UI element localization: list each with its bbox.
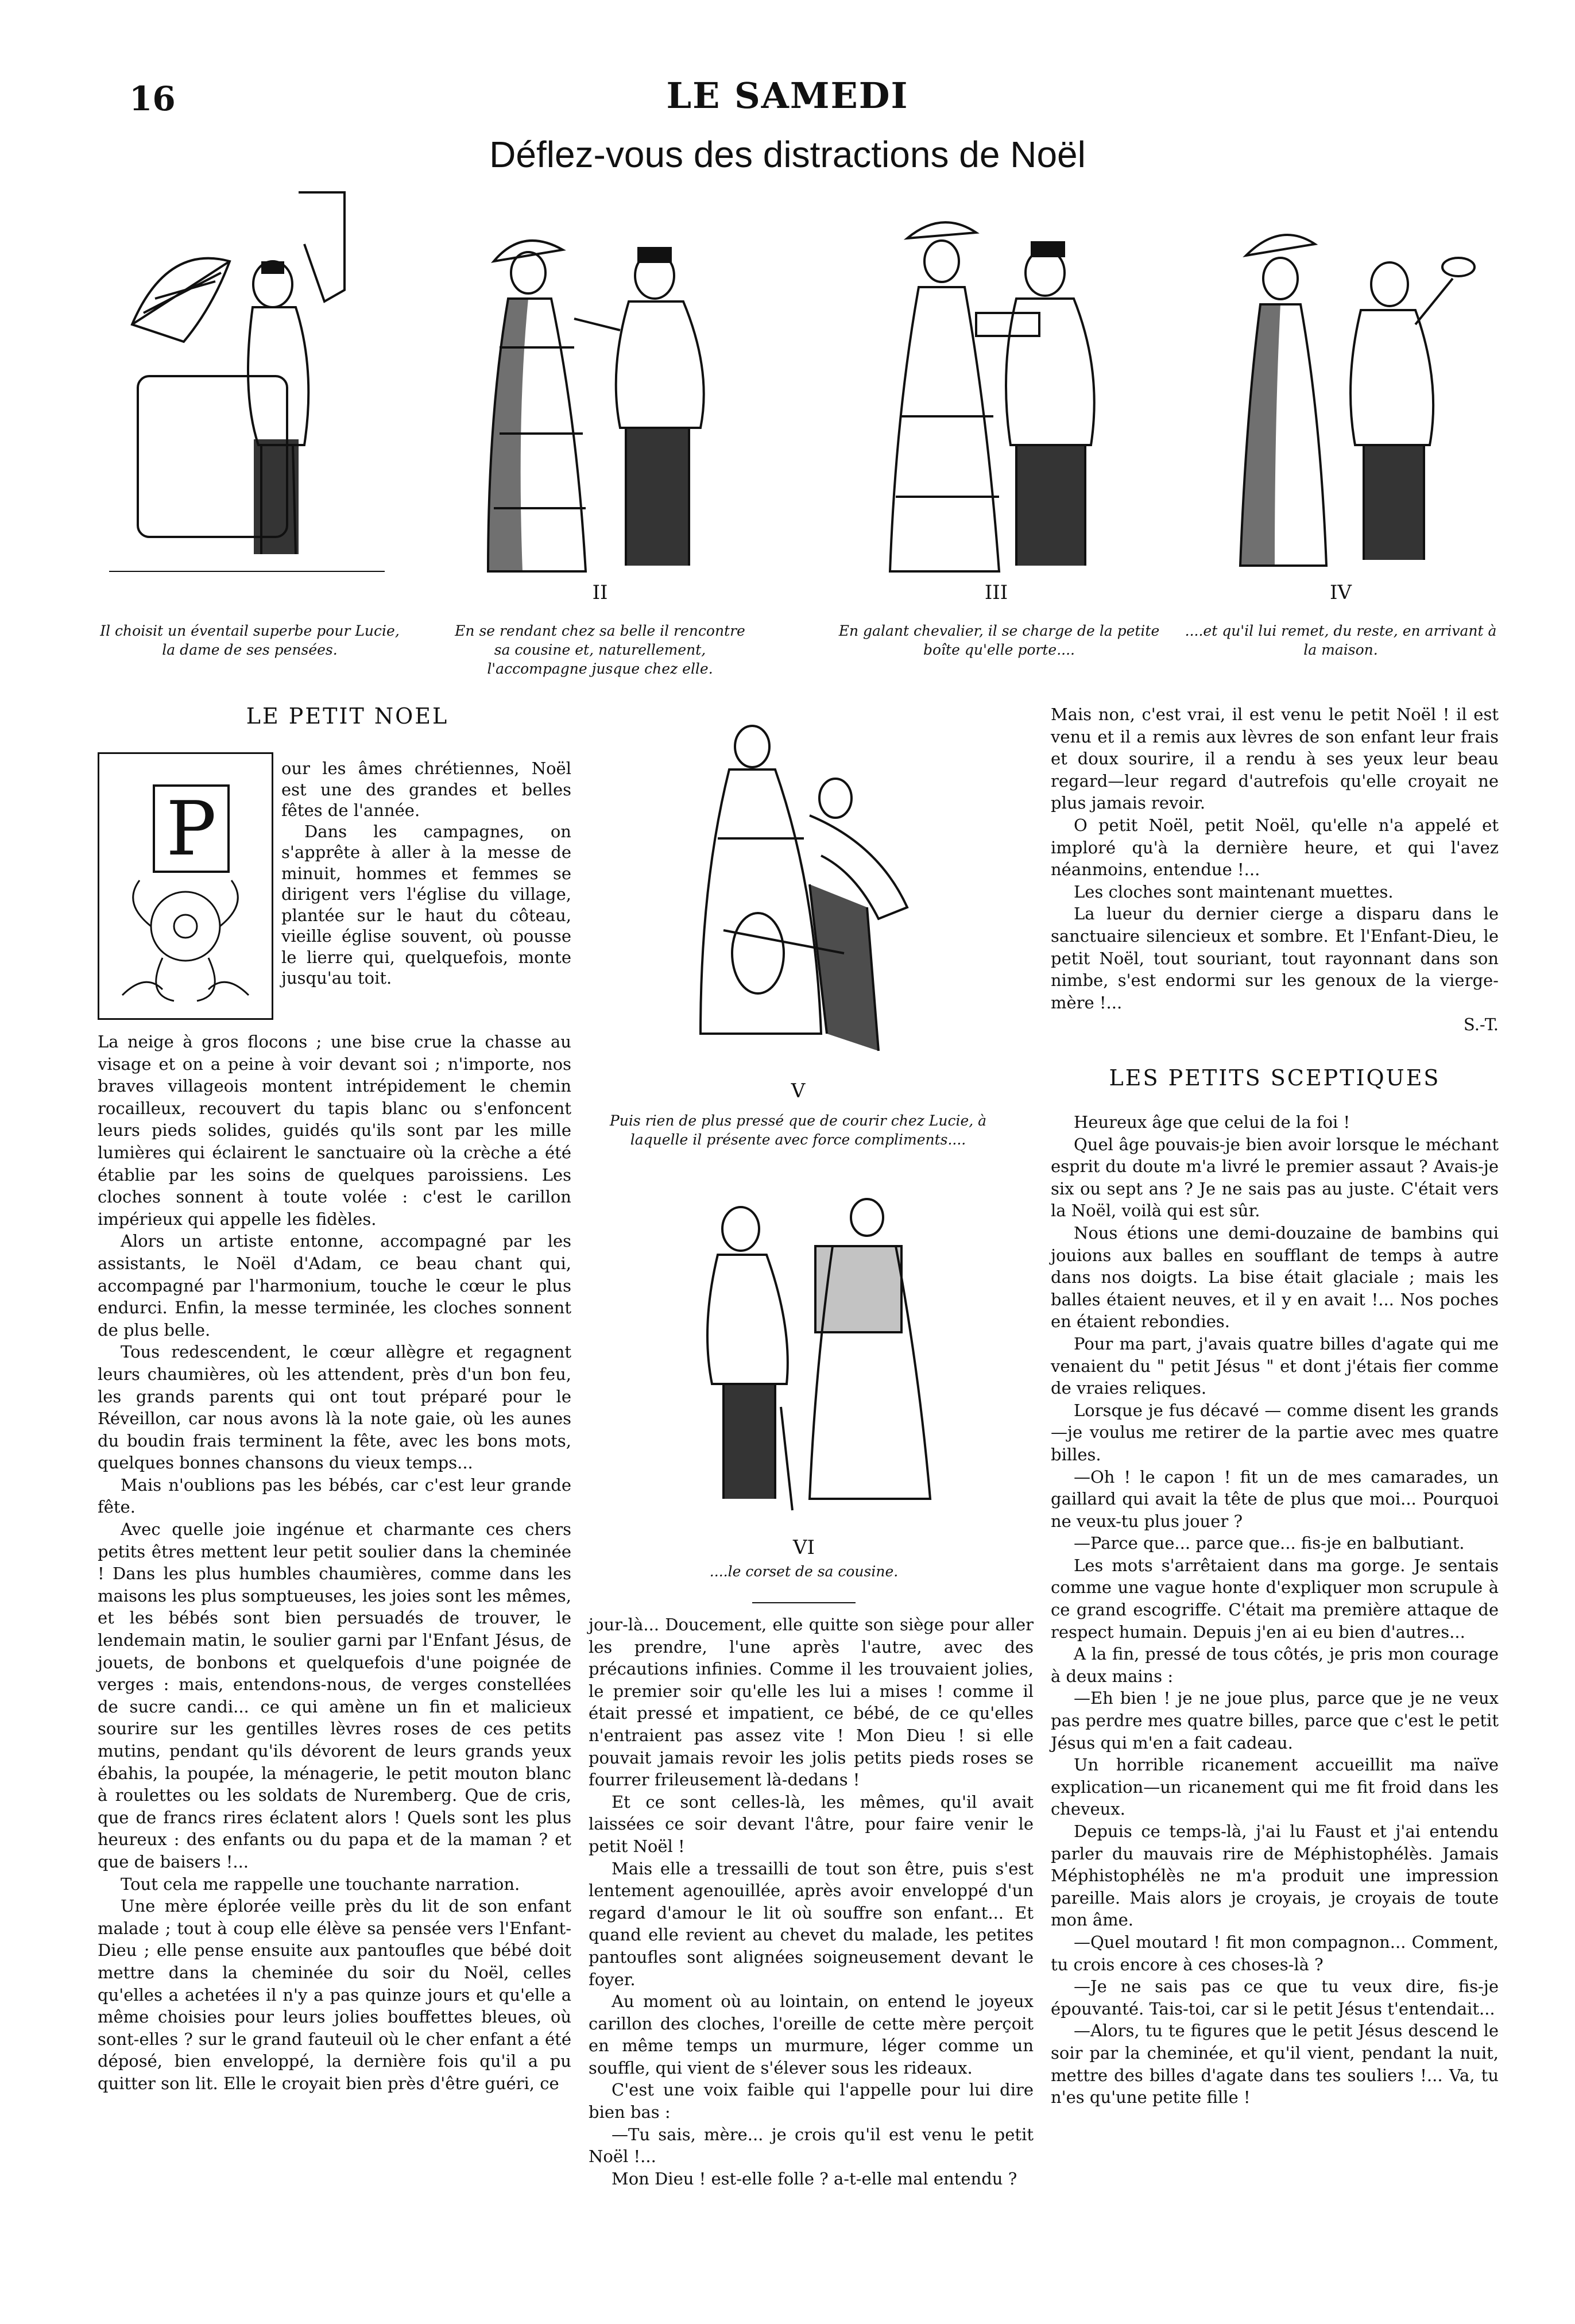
article1-paragraph: Dans les campagnes, on s'apprête à aller à la messe de minuit, hommes et femmes se dirigent vers l'église du village, plantée sur le haut du côteau, vieille église souvent, où pousse le lierre qui, quelquefois, monte jusqu'au toit. bbox=[281, 821, 571, 988]
article1-paragraph: Mais n'oublions pas les bébés, car c'est leur grande fête. bbox=[98, 1475, 571, 1517]
panel-1-caption: Il choisit un éventail superbe pour Lucie, la dame de ses pensées. bbox=[100, 622, 400, 658]
article-title-le-petit-noel: LE PETIT NOEL bbox=[246, 703, 449, 729]
article1-paragraph: Les cloches sont maintenant muettes. bbox=[1074, 881, 1394, 902]
article1-paragraph: Au moment où au lointain, on entend le joyeux carillon des cloches, l'oreille de cette mère perçoit en même temps un murmure, léger comme un souffle, qui vient de s'élever sous les rideaux. bbox=[589, 1992, 1034, 2078]
column-divider-rule bbox=[752, 1602, 856, 1603]
article2-column bbox=[1051, 1111, 1499, 2109]
illustration-2-drawing bbox=[454, 175, 746, 577]
article2-paragraph: —Je ne sais pas ce que tu veux dire, fis-je épouvanté. Tais-toi, car si le petit Jésus t'entendait... bbox=[1051, 1977, 1499, 2018]
illustration-panel-1 bbox=[98, 175, 402, 577]
illustration-panel-6 bbox=[643, 1177, 965, 1522]
article1-paragraph: Alors un artiste entonne, accompagné par les assistants, le Noël d'Adam, ce beau chant qui, accompagné par l'harmonium, touche le cœur le plus endurci. Enfin, la messe terminée, les cloches sonnent de plus belle. bbox=[98, 1231, 571, 1340]
illustration-4-drawing bbox=[1206, 175, 1476, 577]
article2-paragraph: Lorsque je fus décavé — comme disent les grands—je voulus me retirer de la partie avec mes quatre billes. bbox=[1051, 1400, 1499, 1464]
article1-paragraph: Tout cela me rappelle une touchante narration. bbox=[121, 1874, 520, 1894]
article2-paragraph: —Oh ! le capon ! fit un de mes camarades, un gaillard qui avait la tête de plus que moi... Pourquoi ne veux-tu plus jouer ? bbox=[1051, 1467, 1499, 1531]
article1-paragraph: —Tu sais, mère... je crois qu'il est venu le petit Noël !... bbox=[589, 2124, 1034, 2167]
article2-paragraph: Depuis ce temps-là, j'ai lu Faust et j'ai entendu parler du mauvais rire de Méphistophélès. Jamais Méphistophélès ne m'a produit une impression pareille. Mais alors je croyais, je croyais de toute mon âme. bbox=[1051, 1822, 1499, 1930]
article1-left-column bbox=[98, 1031, 571, 2095]
article2-paragraph: Nous étions une demi-douzaine de bambins qui jouions aux balles en soufflant de temps à autre dans nos doigts. La bise était glaciale ; mais les balles étaient neuves, et il y en avait !... Nos poches en étaient rebondies. bbox=[1051, 1223, 1499, 1332]
illustration-1-drawing bbox=[98, 175, 402, 577]
article2-paragraph: Quel âge pouvais-je bien avoir lorsque le méchant esprit du doute m'a livré le premier assaut ? Avais-je six ou sept ans ? Je ne sais pas au juste. C'était vers la Noël, voilà qui est sûr. bbox=[1051, 1134, 1499, 1221]
drop-cap-letter: P bbox=[166, 785, 216, 872]
panel-2-caption: En se rendant chez sa belle il rencontre sa cousine et, naturellement, l'accompagne jusque chez elle. bbox=[455, 622, 745, 677]
article1-paragraph: Mais elle a tressailli de tout son être, puis s'est lentement agenouillée, après avoir enveloppé d'un regard d'amour le lit où souffre son enfant... Et quand elle revient au chevet du malade, les petites pantoufles sont alignées soigneusement devant le foyer. bbox=[589, 1858, 1034, 1989]
article2-paragraph: —Parce que... parce que... fis-je en balbutiant. bbox=[1074, 1533, 1465, 1553]
article2-paragraph: Heureux âge que celui de la foi ! bbox=[1074, 1112, 1350, 1132]
article1-paragraph: O petit Noël, petit Noël, qu'elle n'a appelé et imploré qu'à la dernière heure, et qui l'avez néanmoins, entendue !... bbox=[1051, 815, 1499, 880]
panel-6-caption: ....le corset de sa cousine. bbox=[709, 1563, 899, 1580]
dropcap-wrap-text bbox=[281, 758, 571, 989]
article2-paragraph: —Alors, tu te figures que le petit Jésus descend le soir par la cheminée, et qu'il vient, pendant la nuit, mettre des billes d'agate dans tes souliers !... Va, tu n'es qu'une petite fille ! bbox=[1051, 2021, 1499, 2108]
illustration-6-drawing bbox=[643, 1177, 965, 1522]
article2-paragraph: A la fin, pressé de tous côtés, je pris mon courage à deux mains : bbox=[1051, 1644, 1499, 1686]
article1-paragraph: Mon Dieu ! est-elle folle ? a-t-elle mal entendu ? bbox=[612, 2168, 1017, 2188]
panel-5-caption: Puis rien de plus pressé que de courir chez Lucie, à laquelle il présente avec force compliments.... bbox=[609, 1112, 987, 1148]
article1-paragraph: Tous redescendent, le cœur allègre et regagnent leurs chaumières, où les attendent, près d'un bon feu, les grands parents qui ont tout préparé pour le Réveillon, car nous avons là la note gaie, où les aunes du boudin frais terminent la fête, avec les bons mots, quelques bonnes chansons du vieux temps... bbox=[98, 1342, 571, 1473]
page-title: Déflez-vous des distractions de Noël bbox=[489, 134, 1086, 175]
article2-paragraph: Un horrible ricanement accueillit ma naïve explication—un ricanement qui me fit froid dans les cheveux. bbox=[1051, 1755, 1499, 1819]
article1-paragraph: Mais non, c'est vrai, il est venu le petit Noël ! il est venu et il a remis aux lèvres de son enfant leur frais et doux sourire, il a rendu à ses yeux leur beau regard—leur regard d'autrefois qu'elle croyait ne plus jamais revoir. bbox=[1051, 705, 1499, 813]
article1-paragraph: La neige à gros flocons ; une bise crue la chasse au visage et on a peine à voir devant soi ; n'importe, nos braves villageois montent intrépidement le chemin rocailleux, recouvert du tapis blanc ou s'enfoncent leurs pieds solides, guidés qu'ils sont par les mille lumières qui éclairent le sanctuaire où la crèche a été établie par les soins de quelques paroissiens. Les cloches sonnent à toute volée : c'est le carillon impérieux qui appelle les fidèles. bbox=[98, 1032, 571, 1229]
article2-paragraph: Les mots s'arrêtaient dans ma gorge. Je sentais comme une vague honte d'expliquer mon scrupule à ce grand escogriffe. C'était ma première attaque de respect humain. Depuis j'en ai eu bien d'autres... bbox=[1051, 1555, 1499, 1642]
article1-paragraph: jour-là... Doucement, elle quitte son siège pour aller les prendre, l'une après l'autre, avec des précautions infinies. Comme il les trouvaient jolies, le premier soir qu'elle les lui a mises ! comme il était pressé et impatient, ce bébé, de ce qu'elles n'entraient pas assez vite ! Mon Dieu ! si elle pouvait jamais revoir les jolis petits pieds roses se fourrer frileusement là-dedans ! bbox=[589, 1615, 1034, 1790]
illustration-panel-3 bbox=[861, 175, 1131, 577]
panel-5-numeral: V bbox=[791, 1080, 806, 1103]
page-number: 16 bbox=[129, 79, 176, 118]
article2-paragraph: —Eh bien ! je ne joue plus, parce que je ne veux pas perdre mes quatre billes, parce que c'est le petit Jésus qui m'en a fait cadeau. bbox=[1051, 1688, 1499, 1753]
article1-paragraph: our les âmes chrétiennes, Noël est une des grandes et belles fêtes de l'année. bbox=[281, 759, 571, 820]
article1-middle-column bbox=[589, 1614, 1034, 2190]
masthead: LE SAMEDI bbox=[666, 75, 909, 117]
article1-paragraph: Avec quelle joie ingénue et charmante ces chers petits êtres mettent leur petit soulier dans la cheminée ! Dans les plus humbles chaumières, comme dans les maisons les plus somptueuses, les joies sont les mêmes, et les bébés sont bien persuadés de trouver, le lendemain matin, le soulier garni par l'Enfant Jésus, de jouets, de bonbons et quelquefois d'une poignée de verges : mais, entendons-nous, de verges constellées de sucre candi... ce qui amène un fin et malicieux sourire sur les gentilles lèvres roses de ces petits mutins, pendant qu'ils dévorent de leurs grands yeux ébahis, la poupée, la ménagerie, le petit mouton blanc à roulettes ou les soldats de Nuremberg. Que de cris, que de francs rires éclatent alors ! Quels sont les plus heureux : des enfants ou du papa et de la maman ? et que de baisers !... bbox=[98, 1519, 571, 1871]
panel-6-numeral: VI bbox=[793, 1536, 815, 1559]
illustration-3-drawing bbox=[861, 175, 1131, 577]
article2-paragraph: —Quel moutard ! fit mon compagnon... Comment, tu crois encore à ces choses-là ? bbox=[1051, 1932, 1499, 1974]
drop-cap bbox=[98, 752, 273, 1020]
article1-paragraph: Une mère éplorée veille près du lit de son enfant malade ; tout à coup elle élève sa pensée vers l'Enfant-Dieu ; elle pense ensuite aux pantoufles que bébé doit mettre dans la cheminée du soir du Noël, celles qu'elles a achetées il n'y a pas quinze jours et qu'elle a même choisies pour leurs jolies bouffettes bleues, où sont-elles ? sur le grand fauteuil où le cher enfant a été déposé, bien enveloppé, la dernière fois qu'il a pu quitter son lit. Elle le croyait bien près d'être guéri, ce bbox=[98, 1896, 571, 2093]
panel-3-caption: En galant chevalier, il se charge de la petite boîte qu'elle porte.... bbox=[838, 622, 1160, 658]
panel-3-numeral: III bbox=[984, 581, 1008, 604]
panel-4-numeral: IV bbox=[1330, 581, 1352, 604]
article1-right-column bbox=[1051, 703, 1499, 1036]
article1-paragraph: C'est une voix faible qui l'appelle pour lui dire bien bas : bbox=[589, 2080, 1034, 2122]
illustration-panel-4 bbox=[1206, 175, 1476, 577]
article1-paragraph: La lueur du dernier cierge a disparu dans le sanctuaire silencieux et sombre. Et l'Enfant-Dieu, le petit Noël, tout souriant, tout rayonnant dans son nimbe, s'est endormi sur les genoux de la vierge-mère !... bbox=[1051, 904, 1499, 1012]
article2-paragraph: Pour ma part, j'avais quatre billes d'agate qui me venaient du " petit Jésus " et dont j'étais fier comme de vraies reliques. bbox=[1051, 1333, 1499, 1398]
illustration-panel-5 bbox=[637, 712, 959, 1068]
article1-signature: S.-T. bbox=[1463, 1015, 1499, 1035]
illustration-5-drawing bbox=[637, 712, 959, 1068]
article-title-les-petits-sceptiques: LES PETITS SCEPTIQUES bbox=[1109, 1065, 1441, 1091]
panel-2-numeral: II bbox=[592, 581, 608, 604]
illustration-panel-2 bbox=[454, 175, 746, 577]
panel-4-caption: ....et qu'il lui remet, du reste, en arrivant à la maison. bbox=[1185, 622, 1497, 658]
article1-paragraph: Et ce sont celles-là, les mêmes, qu'il avait laissées ce soir devant l'âtre, pour faire venir le petit Noël ! bbox=[589, 1792, 1034, 1856]
